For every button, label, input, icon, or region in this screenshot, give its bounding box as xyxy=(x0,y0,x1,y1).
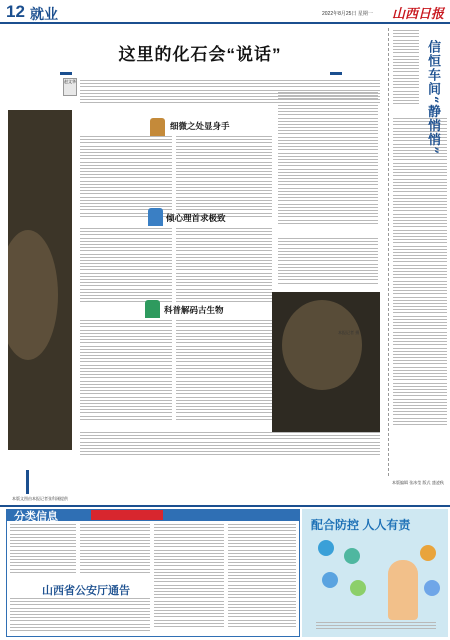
section-name: 就业 xyxy=(30,6,58,22)
classified-col-1 xyxy=(10,524,76,578)
fossil-photo-left xyxy=(8,110,72,450)
right-column-text-top xyxy=(393,30,419,110)
ventilation-icon xyxy=(350,580,366,596)
subhead-2: 倾心理首求极致 xyxy=(166,213,226,223)
newspaper-logo: 山西日报 xyxy=(392,7,445,22)
bottom-caption: 本版文图由本报记者张科刚提供 xyxy=(12,496,68,501)
body-text-col2-b xyxy=(176,228,272,308)
police-notice-text xyxy=(10,598,150,634)
mask-icon xyxy=(318,540,334,556)
page-number: 12 xyxy=(6,2,25,21)
handwash-icon xyxy=(322,572,338,588)
caption-marker xyxy=(26,470,29,494)
body-text-col1-b xyxy=(80,228,172,308)
bottom-section-rule xyxy=(0,505,450,507)
classified-title: 分类信息 xyxy=(14,511,58,523)
body-text-col1-c xyxy=(80,320,172,428)
subhead-1: 细微之处显身手 xyxy=(170,121,230,131)
classified-col-4 xyxy=(228,524,296,634)
covid-ad-title: 配合防控 人人有责 xyxy=(311,518,411,532)
classified-col-3 xyxy=(154,524,224,634)
distance-icon xyxy=(344,548,360,564)
author-box: 赵文华 xyxy=(63,78,77,96)
body-text-col3-b xyxy=(278,238,378,288)
issue-date: 2022年8月25日 星期一 xyxy=(322,11,373,17)
fossil-highlight xyxy=(8,230,58,360)
classified-red-banner xyxy=(91,510,163,520)
body-text-col2-c xyxy=(176,320,272,428)
subhead-3: 科普解码古生物 xyxy=(164,305,224,315)
title-rule-right xyxy=(330,72,342,75)
covid-ad-slogan xyxy=(316,622,436,634)
article-closing-text xyxy=(80,432,380,460)
title-rule-left xyxy=(60,72,72,75)
right-column-text-body xyxy=(393,118,447,443)
editor-credit: 本版编辑 张冰莹 版式 盛凌秋 xyxy=(392,480,444,485)
sample-cat-icon-1 xyxy=(150,118,165,136)
vaccine-icon xyxy=(420,545,436,561)
right-column-title: 信恒车间“静悄悄” xyxy=(425,40,440,155)
page-header xyxy=(0,0,450,24)
health-code-icon xyxy=(424,580,440,596)
dinosaur-skeleton-photo xyxy=(272,292,380,432)
skeleton-highlight xyxy=(282,300,362,390)
photo-caption: 本报记者 摄 xyxy=(338,330,360,335)
classified-col-2 xyxy=(80,524,150,578)
sample-cat-icon-3 xyxy=(145,300,160,318)
body-text-col3-a xyxy=(278,92,378,234)
police-notice-title: 山西省公安厅通告 xyxy=(42,585,130,597)
sample-cat-icon-2 xyxy=(148,208,163,226)
body-text-col2-a xyxy=(176,136,272,224)
person-illustration xyxy=(388,560,418,620)
article-title: 这里的化石会“说话” xyxy=(118,45,282,64)
